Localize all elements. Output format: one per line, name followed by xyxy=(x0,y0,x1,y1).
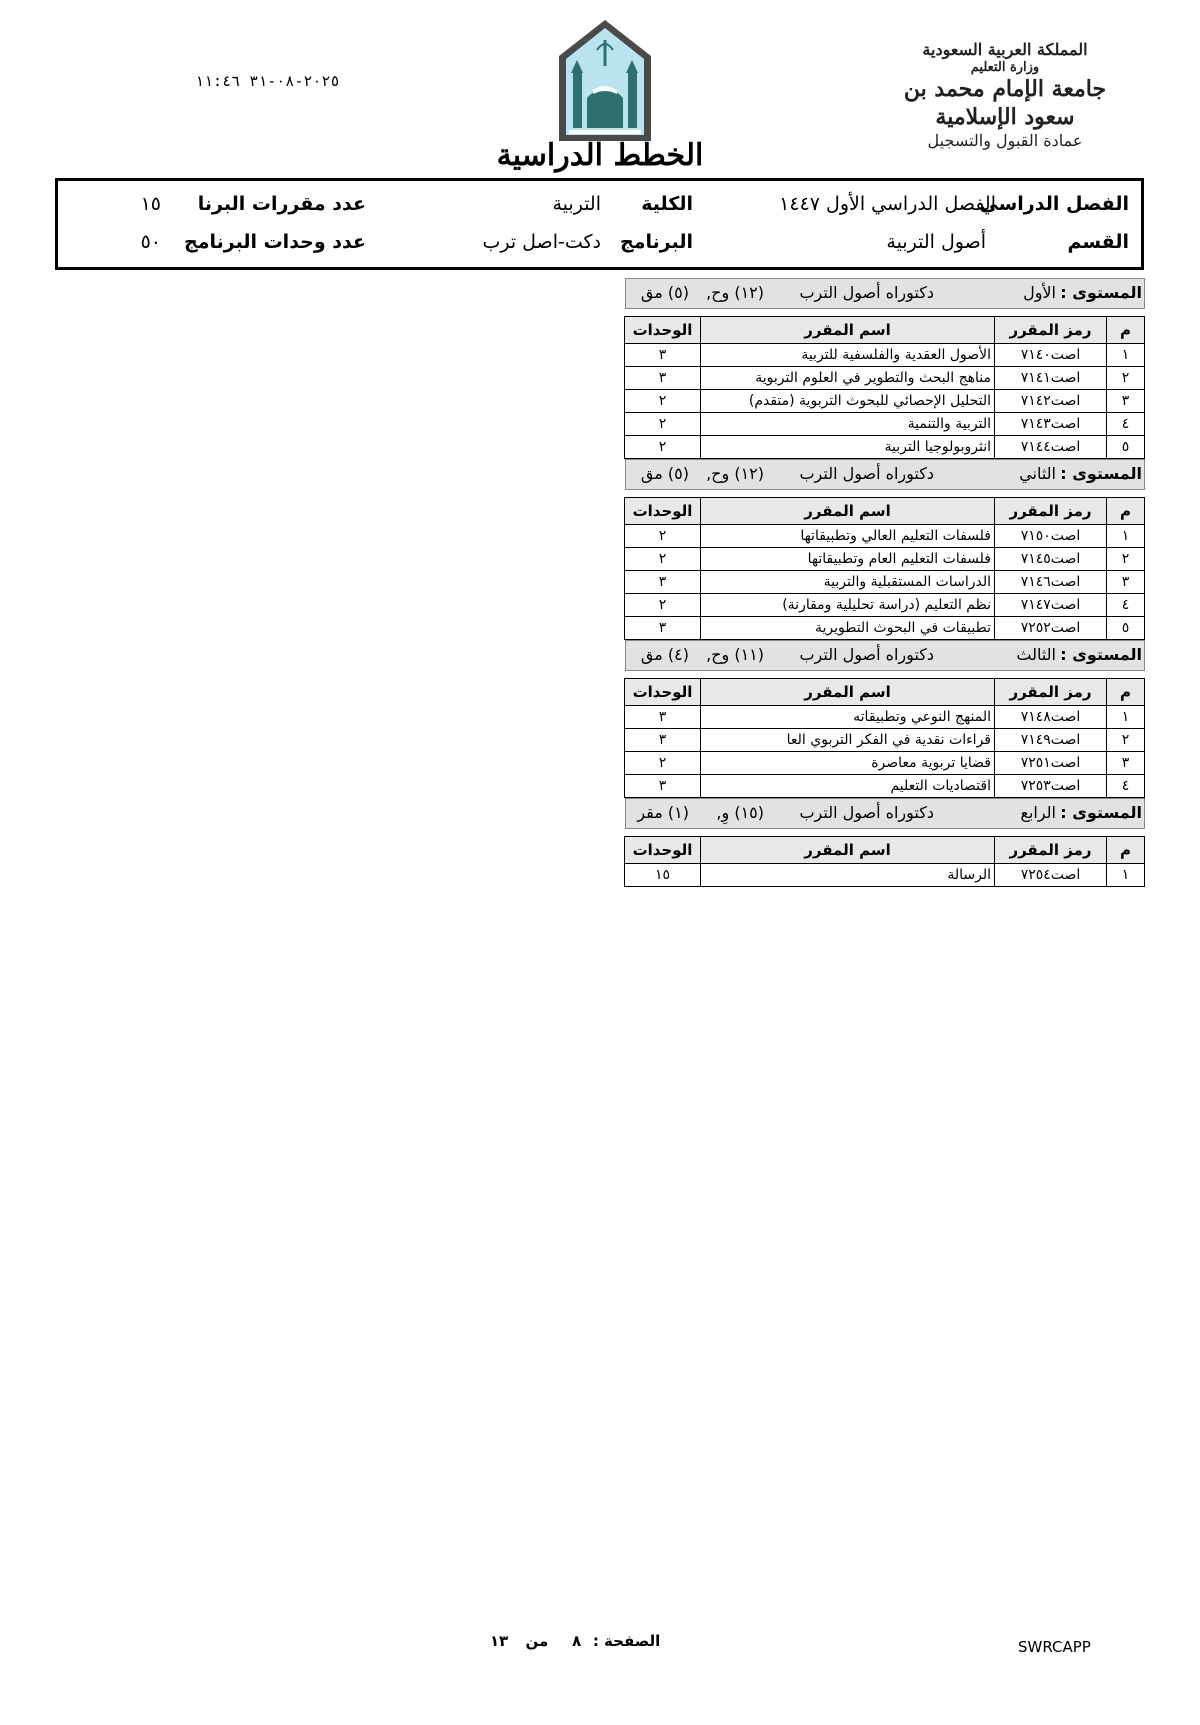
course-code: اصت٧١٤٣ xyxy=(995,413,1107,436)
level-count: (٤) مق xyxy=(640,645,689,664)
table-row xyxy=(625,617,1145,640)
course-code: اصت٧٢٥٤ xyxy=(995,864,1107,887)
course-code: اصت٧٢٥٣ xyxy=(995,775,1107,798)
course-number: ٣ xyxy=(1107,571,1145,594)
course-number: ٥ xyxy=(1107,617,1145,640)
ministry-line-2: وزارة التعليم xyxy=(970,60,1040,75)
ministry-line-4: عمادة القبول والتسجيل xyxy=(927,131,1083,151)
department-value: أصول التربية xyxy=(886,231,986,253)
print-timestamp: ٢٠٢٥-٠٨-٣١ ١١:٤٦ xyxy=(195,72,340,90)
ministry-emblem-text xyxy=(895,40,1115,151)
course-units: ٢ xyxy=(625,548,701,571)
ministry-line-1: المملكة العربية السعودية xyxy=(922,40,1088,59)
course-name: نظم التعليم (دراسة تحليلية ومقارنة) xyxy=(701,594,995,617)
course-number: ٤ xyxy=(1107,775,1145,798)
table-row xyxy=(625,413,1145,436)
table-row xyxy=(625,367,1145,390)
col-header-num: م xyxy=(1107,679,1145,706)
level-label: المستوى : xyxy=(1060,283,1142,302)
table-row xyxy=(625,864,1145,887)
page-total: ١٣ xyxy=(490,1632,509,1650)
report-code: SWRCAPP xyxy=(1018,1638,1091,1656)
course-name: التحليل الإحصائي للبحوث التربوية (متقدم) xyxy=(701,390,995,413)
course-code: اصت٧٢٥٢ xyxy=(995,617,1107,640)
course-units: ٣ xyxy=(625,344,701,367)
course-code: اصت٧١٤٢ xyxy=(995,390,1107,413)
page-current: ٨ xyxy=(572,1632,582,1650)
course-name: المنهج النوعي وتطبيقاته xyxy=(701,706,995,729)
course-code: اصت٧١٤٩ xyxy=(995,729,1107,752)
page-number xyxy=(490,1632,660,1650)
level-program: دكتوراه أصول الترب xyxy=(799,283,934,302)
table-row xyxy=(625,729,1145,752)
level-program: دكتوراه أصول الترب xyxy=(799,645,934,664)
course-name: اقتصاديات التعليم xyxy=(701,775,995,798)
course-name: فلسفات التعليم العام وتطبيقاتها xyxy=(701,548,995,571)
page-label: الصفحة : xyxy=(592,1632,661,1650)
col-header-num: م xyxy=(1107,498,1145,525)
level-header xyxy=(625,459,1145,490)
course-code: اصت٧١٤٦ xyxy=(995,571,1107,594)
course-units: ٣ xyxy=(625,775,701,798)
course-units: ٢ xyxy=(625,525,701,548)
col-header-name: اسم المقرر xyxy=(701,679,995,706)
course-units: ٣ xyxy=(625,617,701,640)
course-number: ٣ xyxy=(1107,752,1145,775)
level-count: (١) مقر xyxy=(637,803,689,822)
course-name: قراءات نقدية في الفكر التربوي العا xyxy=(701,729,995,752)
courses-table xyxy=(624,836,1145,887)
course-units: ٢ xyxy=(625,594,701,617)
table-row xyxy=(625,390,1145,413)
course-units: ٢ xyxy=(625,436,701,459)
level-label: المستوى : xyxy=(1060,645,1142,664)
course-number: ٥ xyxy=(1107,436,1145,459)
table-header-row xyxy=(625,679,1145,706)
level-label: المستوى : xyxy=(1060,464,1142,483)
course-units: ٢ xyxy=(625,752,701,775)
course-name: مناهج البحث والتطوير في العلوم التربوية xyxy=(701,367,995,390)
level-header xyxy=(625,278,1145,309)
program-info-box xyxy=(55,178,1144,270)
table-header-row xyxy=(625,498,1145,525)
level-hours: (١٢) وح, xyxy=(706,283,764,302)
course-number: ٢ xyxy=(1107,367,1145,390)
col-header-units: الوحدات xyxy=(625,679,701,706)
table-header-row xyxy=(625,317,1145,344)
course-units: ٢ xyxy=(625,390,701,413)
courses-table xyxy=(624,316,1145,459)
col-header-code: رمز المقرر xyxy=(995,498,1107,525)
course-units: ٣ xyxy=(625,571,701,594)
course-code: اصت٧١٤٨ xyxy=(995,706,1107,729)
table-row xyxy=(625,752,1145,775)
col-header-name: اسم المقرر xyxy=(701,317,995,344)
level-hours: (١٢) وح, xyxy=(706,464,764,483)
table-row xyxy=(625,706,1145,729)
course-number: ٤ xyxy=(1107,413,1145,436)
university-logo xyxy=(555,18,655,143)
course-code: اصت٧١٤١ xyxy=(995,367,1107,390)
col-header-code: رمز المقرر xyxy=(995,679,1107,706)
course-number: ١ xyxy=(1107,344,1145,367)
course-units: ٣ xyxy=(625,367,701,390)
course-name: التربية والتنمية xyxy=(701,413,995,436)
course-code: اصت٧١٤٤ xyxy=(995,436,1107,459)
course-units: ٣ xyxy=(625,729,701,752)
level-name: الرابع xyxy=(1020,803,1056,822)
course-number: ١ xyxy=(1107,864,1145,887)
courses-count-label: عدد مقررات البرنا xyxy=(197,193,366,215)
level-count: (٥) مق xyxy=(640,283,689,302)
course-name: انثروبولوجيا التربية xyxy=(701,436,995,459)
table-header-row xyxy=(625,837,1145,864)
level-hours: (١١) وح, xyxy=(706,645,764,664)
college-value: التربية xyxy=(552,193,601,215)
col-header-units: الوحدات xyxy=(625,317,701,344)
units-count-value: ٥٠ xyxy=(140,231,161,253)
units-count-label: عدد وحدات البرنامج xyxy=(184,231,366,253)
col-header-units: الوحدات xyxy=(625,498,701,525)
table-row xyxy=(625,525,1145,548)
course-name: الأصول العقدية والفلسفية للتربية xyxy=(701,344,995,367)
course-number: ٢ xyxy=(1107,548,1145,571)
courses-count-value: ١٥ xyxy=(140,193,161,215)
table-row xyxy=(625,571,1145,594)
course-number: ٤ xyxy=(1107,594,1145,617)
col-header-name: اسم المقرر xyxy=(701,837,995,864)
level-program: دكتوراه أصول الترب xyxy=(799,803,934,822)
course-name: فلسفات التعليم العالي وتطبيقاتها xyxy=(701,525,995,548)
course-number: ٣ xyxy=(1107,390,1145,413)
page-title: الخطط الدراسية xyxy=(496,138,704,173)
course-code: اصت٧١٤٧ xyxy=(995,594,1107,617)
level-program: دكتوراه أصول الترب xyxy=(799,464,934,483)
course-number: ١ xyxy=(1107,525,1145,548)
course-name: الرسالة xyxy=(701,864,995,887)
ministry-line-3: جامعة الإمام محمد بن سعود الإسلامية xyxy=(903,76,1107,130)
course-code: اصت٧١٥٠ xyxy=(995,525,1107,548)
table-row xyxy=(625,436,1145,459)
course-name: تطبيقات في البحوث التطويرية xyxy=(701,617,995,640)
semester-label: الفصل الدراسي xyxy=(979,193,1129,215)
semester-value: الفصل الدراسي الأول ١٤٤٧ xyxy=(779,193,996,215)
course-code: اصت٧١٤٥ xyxy=(995,548,1107,571)
table-row xyxy=(625,594,1145,617)
course-number: ١ xyxy=(1107,706,1145,729)
college-label: الكلية xyxy=(641,193,693,215)
col-header-name: اسم المقرر xyxy=(701,498,995,525)
col-header-num: م xyxy=(1107,317,1145,344)
level-hours: (١٥) وِ, xyxy=(716,803,764,822)
table-row xyxy=(625,775,1145,798)
table-row xyxy=(625,548,1145,571)
course-number: ٢ xyxy=(1107,729,1145,752)
course-units: ١٥ xyxy=(625,864,701,887)
level-name: الأول xyxy=(1023,283,1056,302)
col-header-num: م xyxy=(1107,837,1145,864)
level-count: (٥) مق xyxy=(640,464,689,483)
courses-table xyxy=(624,678,1145,798)
course-units: ٢ xyxy=(625,413,701,436)
course-name: الدراسات المستقبلية والتربية xyxy=(701,571,995,594)
department-label: القسم xyxy=(1067,231,1129,253)
col-header-code: رمز المقرر xyxy=(995,837,1107,864)
level-label: المستوى : xyxy=(1060,803,1142,822)
page-of-label: من xyxy=(525,1632,549,1650)
level-header xyxy=(625,640,1145,671)
course-name: قضايا تربوية معاصرة xyxy=(701,752,995,775)
level-name: الثالث xyxy=(1016,645,1056,664)
program-value: دكت-اصل ترب xyxy=(482,231,601,253)
courses-table xyxy=(624,497,1145,640)
col-header-code: رمز المقرر xyxy=(995,317,1107,344)
level-header xyxy=(625,798,1145,829)
col-header-units: الوحدات xyxy=(625,837,701,864)
study-plan xyxy=(625,278,1145,887)
level-name: الثاني xyxy=(1019,464,1056,483)
course-units: ٣ xyxy=(625,706,701,729)
course-code: اصت٧١٤٠ xyxy=(995,344,1107,367)
program-label: البرنامج xyxy=(620,231,693,253)
course-code: اصت٧٢٥١ xyxy=(995,752,1107,775)
table-row xyxy=(625,344,1145,367)
